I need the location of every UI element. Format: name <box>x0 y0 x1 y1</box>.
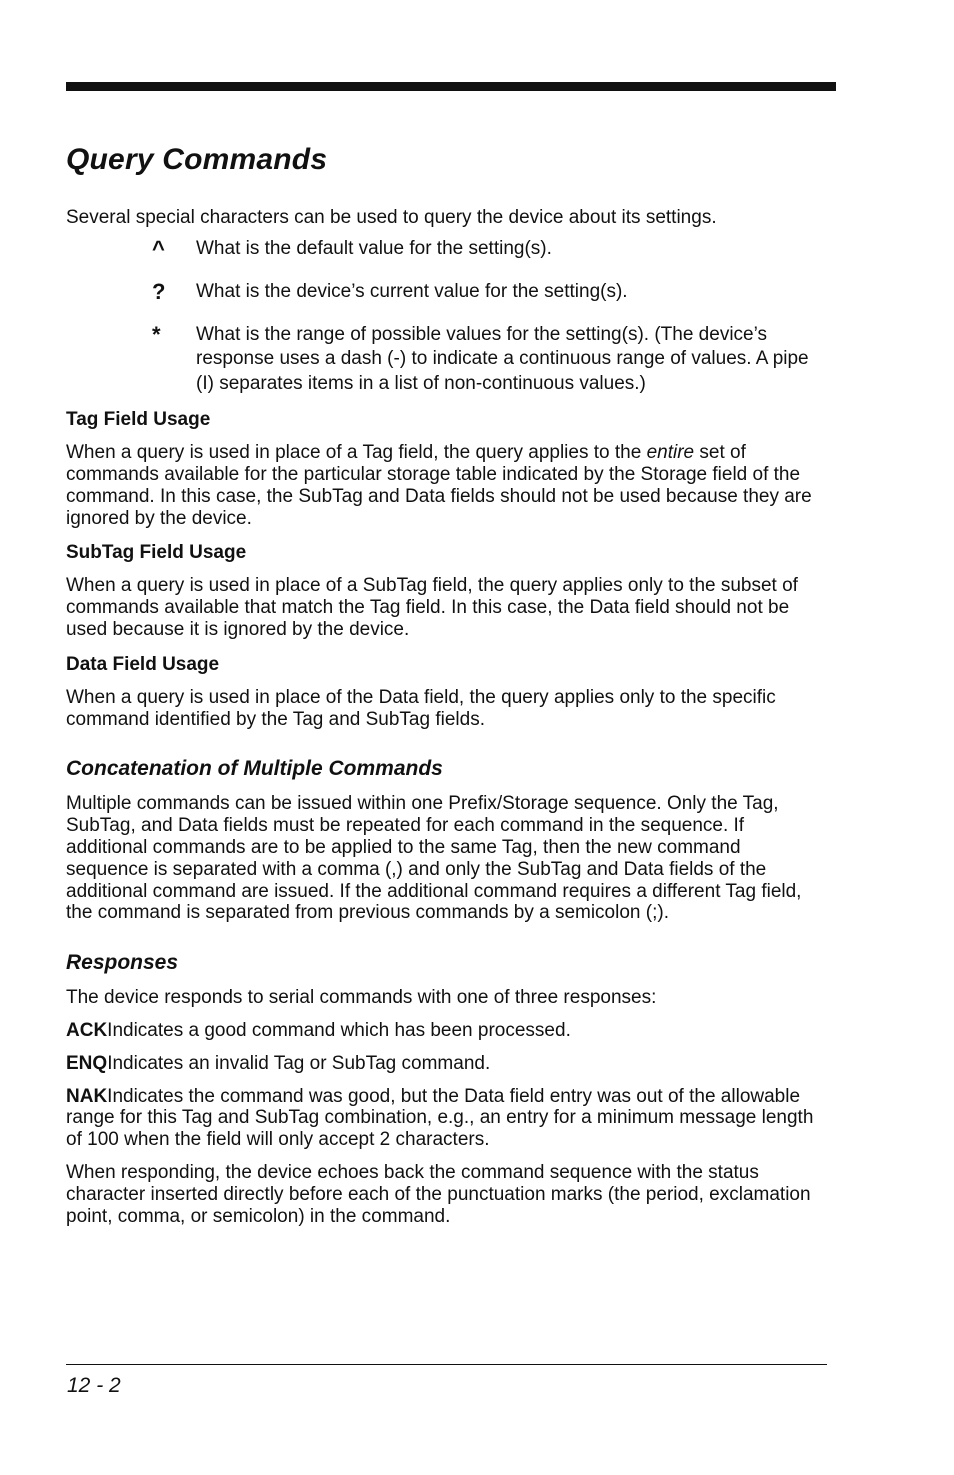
top-rule <box>66 82 836 91</box>
concatenation-paragraph: Multiple commands can be issued within one Prefix/Storage sequence. Only the Tag, SubTag, and Data fields must be repeated for each command in the sequence. If additional commands are to be applied to the same Tag, then the new command sequence is separated with a comma (,) and only the SubTag and Data fields of the additional command are issued. If the additional command requires a different Tag field, the command is separated from previous commands by a semicolon (;). <box>66 793 802 924</box>
response-ack: ACKIndicates a good command which has been processed. <box>66 1020 571 1042</box>
query-char-default <box>66 237 826 261</box>
responses-closing: When responding, the device echoes back the command sequence with the status character inserted directly before each of the punctuation marks (the period, exclamation point, comma, or semicolon) in the command. <box>66 1162 811 1227</box>
tag-field-heading: Tag Field Usage <box>66 409 211 431</box>
tag-field-paragraph: When a query is used in place of a Tag field, the query applies to the entire set of commands available for the particular storage table indicated by the Storage field of the command. In this case, the SubTag and Data fields should not be used because they are ignored by the device. <box>66 442 812 529</box>
query-char-description: What is the device’s current value for the setting(s). <box>196 280 628 302</box>
query-char-current <box>66 280 826 304</box>
footer-rule <box>66 1364 827 1365</box>
response-code: ACK <box>66 1020 108 1042</box>
data-field-paragraph: When a query is used in place of the Data field, the query applies only to the specific command identified by the Tag and SubTag fields. <box>66 686 776 730</box>
page-number: 12 - 2 <box>67 1374 121 1397</box>
page-title: Query Commands <box>66 143 328 176</box>
subtag-field-paragraph: When a query is used in place of a SubTag field, the query applies only to the subset of commands available that match the Tag field. In this case, the Data field should not be used because it is ignored by the device. <box>66 575 798 641</box>
intro-paragraph: Several special characters can be used to query the device about its settings. <box>66 207 717 228</box>
page-content <box>66 140 826 1227</box>
subtag-field-heading: SubTag Field Usage <box>66 542 247 564</box>
asterisk-symbol: * <box>152 321 161 347</box>
concatenation-heading: Concatenation of Multiple Commands <box>66 757 443 781</box>
response-enq: ENQIndicates an invalid Tag or SubTag command. <box>66 1052 491 1074</box>
caret-symbol: ^ <box>152 235 165 261</box>
query-char-range <box>66 323 826 397</box>
data-field-heading: Data Field Usage <box>66 653 220 675</box>
response-code: ENQ <box>66 1052 108 1074</box>
query-char-description: What is the range of possible values for the setting(s). (The device’s response uses a dash (-) to indicate a continuous range of values. A pipe (I) separates items in a list of non-continuous values.) <box>196 323 809 394</box>
responses-intro: The device responds to serial commands with one of three responses: <box>66 987 657 1009</box>
responses-heading: Responses <box>66 951 179 975</box>
question-symbol: ? <box>152 278 166 304</box>
response-code: NAK <box>66 1085 108 1107</box>
query-char-description: What is the default value for the setting(s). <box>196 237 552 259</box>
response-nak: NAKIndicates the command was good, but the Data field entry was out of the allowable range for this Tag and SubTag combination, e.g., an entry for a minimum message length of 100 when the field will only accept 2 characters. <box>66 1085 814 1151</box>
